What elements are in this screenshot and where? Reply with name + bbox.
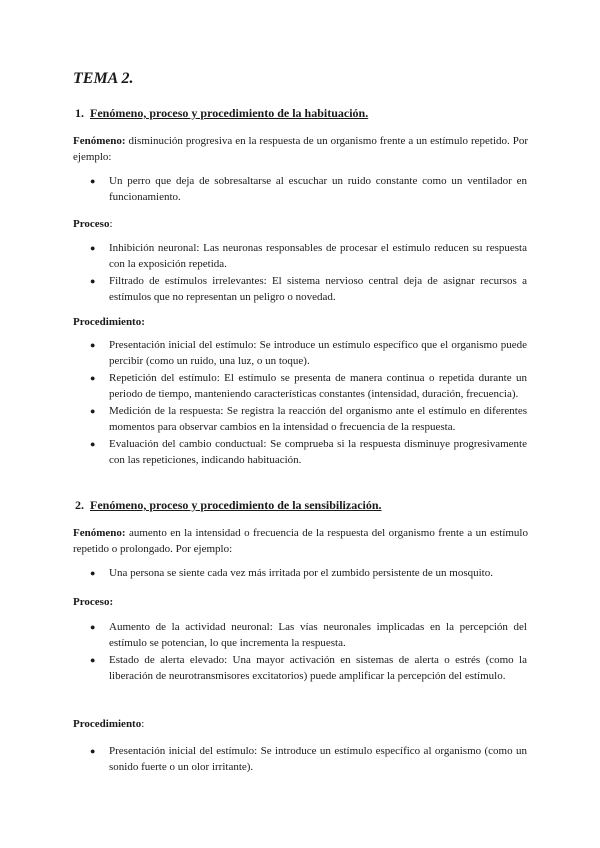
section1-number: 1. xyxy=(75,106,84,120)
list-item: ● Presentación inicial del estímulo: Se introduce un estímulo específico que el organismo puede percibir (como un ruido, una luz, o un toque). xyxy=(90,339,527,367)
section2-fenomeno-label: Fenómeno: xyxy=(73,527,126,539)
section1-heading-text: Fenómeno, proceso y procedimiento de la habituación. xyxy=(90,106,369,120)
section2-number: 2. xyxy=(75,498,84,512)
list-item: ● Medición de la respuesta: Se registra la reacción del organismo ante el estímulo en diferentes momentos para observar cambios en la intensidad o frecuencia de la respuesta. xyxy=(90,405,527,433)
section1-fenomeno-label: Fenómeno: xyxy=(73,135,126,147)
list-item: ● Inhibición neuronal: Las neuronas responsables de procesar el estímulo reducen su respuesta con la exposición repetida. xyxy=(90,242,527,270)
section1-proceso-label: Proceso: xyxy=(73,218,113,230)
bullet-icon: ● xyxy=(90,655,96,665)
section2-heading-text: Fenómeno, proceso y procedimiento de la sensibilización. xyxy=(90,498,382,512)
bullet-icon: ● xyxy=(90,439,96,449)
list-item: ● Aumento de la actividad neuronal: Las vías neuronales implicadas en la percepción del estímulo se potencian, lo que incrementa la respuesta. xyxy=(90,621,527,649)
list-item: ● Un perro que deja de sobresaltarse al escuchar un ruido constante como un ventilador en funcionamiento. xyxy=(90,175,527,203)
section1-heading xyxy=(75,106,540,121)
bullet-icon: ● xyxy=(90,622,96,632)
bullet-icon: ● xyxy=(90,406,96,416)
section1-proceso-list xyxy=(90,241,527,307)
list-item: ● Repetición del estímulo: El estímulo se presenta de manera continua o repetida durante un periodo de tiempo, manteniendo características constantes (intensidad, duración, frecuencia). xyxy=(90,372,527,400)
list-item: ● Presentación inicial del estímulo: Se introduce un estímulo específico al organismo (como un sonido fuerte o un olor irritante). xyxy=(90,745,527,773)
section2-proceso-list xyxy=(90,620,527,686)
section2-proceso-label: Proceso: xyxy=(73,596,114,608)
bullet-icon: ● xyxy=(90,746,96,756)
section2-example-list xyxy=(90,566,527,584)
page-title: TEMA 2. xyxy=(73,70,134,87)
bullet-icon: ● xyxy=(90,373,96,383)
section1-fenomeno-paragraph xyxy=(73,133,528,165)
bullet-icon: ● xyxy=(90,176,96,186)
section1-procedimiento-label: Procedimiento: xyxy=(73,316,145,328)
list-item: ● Filtrado de estímulos irrelevantes: El sistema nervioso central deja de asignar recursos a estímulos que no representan un peligro o novedad. xyxy=(90,275,527,303)
section2-heading xyxy=(75,498,540,513)
section2-fenomeno-paragraph xyxy=(73,525,528,557)
list-item: ● Una persona se siente cada vez más irritada por el zumbido persistente de un mosquito. xyxy=(90,566,527,582)
section2-procedimiento-list xyxy=(90,744,527,777)
section2-procedimiento-label: Procedimiento: xyxy=(73,718,145,730)
bullet-icon: ● xyxy=(90,340,96,350)
bullet-icon: ● xyxy=(90,243,96,253)
section1-example-list xyxy=(90,174,527,207)
section1-fenomeno-text: disminución progresiva en la respuesta de un organismo frente a un estímulo repetido. Por ejemplo: xyxy=(73,135,528,163)
section2-fenomeno-text: aumento en la intensidad o frecuencia de la respuesta del organismo frente a un estímulo repetido o prolongado. Por ejemplo: xyxy=(73,527,528,555)
bullet-icon: ● xyxy=(90,568,96,578)
section1-procedimiento-list xyxy=(90,338,527,470)
bullet-icon: ● xyxy=(90,276,96,286)
list-item: ● Evaluación del cambio conductual: Se comprueba si la respuesta disminuye progresivamente con las repeticiones, indicando habituación. xyxy=(90,438,527,466)
list-item: ● Estado de alerta elevado: Una mayor activación en sistemas de alerta o estrés (como la liberación de neurotransmisores excitatorios) puede amplificar la percepción del estímulo. xyxy=(90,654,527,682)
